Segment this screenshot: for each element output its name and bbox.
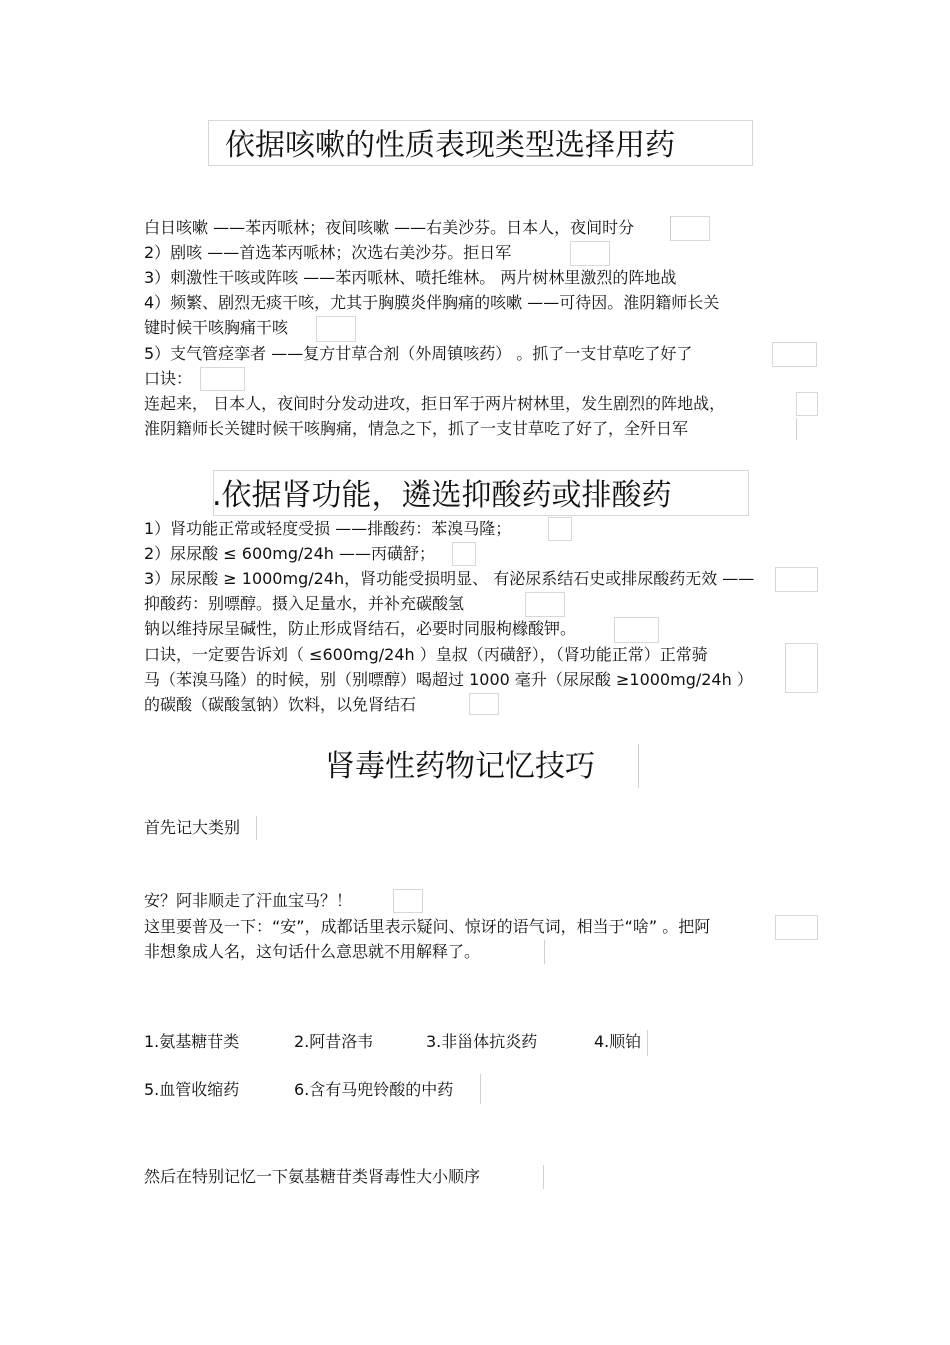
text-line: 2）尿尿酸 ≤ 600mg/24h ——丙磺舒；: [144, 544, 436, 563]
outro-text: 然后在特别记忆一下氨基糖苷类肾毒性大小顺序: [144, 1167, 481, 1186]
line-frame: [548, 517, 572, 541]
text-line: 3）刺激性干咳或阵咳 ——苯丙哌林、喷托维林。 两片树林里激烈的阵地战: [144, 268, 677, 287]
text-line: 1）肾功能正常或轻度受损 ——排酸药：苯溴马隆；: [144, 519, 512, 538]
text-line: 连起来， 日本人，夜间时分发动进攻，拒日军于两片树林里，发生剧烈的阵地战，: [144, 394, 726, 413]
drug-class-item: 6.含有马兜铃酸的中药: [294, 1080, 454, 1099]
text-line: 3）尿尿酸 ≥ 1000mg/24h，肾功能受损明显、 有泌尿系结石史或排尿酸药无效 ——: [144, 569, 755, 588]
section-title-nephrotoxic: 肾毒性药物记忆技巧: [325, 749, 595, 784]
text-line: 抑酸药：别嘌醇。摄入足量水，并补充碳酸氢: [144, 594, 465, 613]
text-line: 5）支气管痉挛者 ——复方甘草合剂（外周镇咳药） 。抓了一支甘草吃了好了: [144, 344, 693, 363]
line-frame: [775, 567, 818, 592]
line-frame: [614, 617, 659, 643]
line-divider: [256, 816, 257, 840]
line-frame: [316, 316, 356, 342]
explanation-line: 这里要普及一下：“安”，成都话里表示疑问、惊讶的语气词，相当于“啥” 。把阿: [144, 917, 711, 936]
line-frame: [200, 367, 245, 391]
text-line: 钠以维持尿呈碱性，防止形成肾结石，必要时同服枸橼酸钾。: [144, 619, 577, 638]
line-frame: [775, 915, 818, 940]
section-title-uric-acid: .依据肾功能，遴选抑酸药或排酸药: [212, 478, 672, 513]
text-line: 白日咳嗽 ——苯丙哌林；夜间咳嗽 ——右美沙芬。日本人，夜间时分: [144, 218, 635, 237]
line-divider: [543, 1165, 544, 1189]
line-frame: [525, 592, 565, 617]
text-line: 淮阴籍师长关键时候干咳胸痛，情急之下，抓了一支甘草吃了好了，全歼日军: [144, 419, 689, 438]
line-frame: [785, 643, 818, 693]
section-title-cough: 依据咳嗽的性质表现类型选择用药: [225, 128, 675, 163]
line-frame: [570, 241, 610, 266]
line-frame: [452, 542, 476, 566]
text-line: 马（苯溴马隆）的时候，别（别嘌醇）喝超过 1000 毫升（尿尿酸 ≥1000mg/24h ）: [144, 670, 753, 689]
line-frame: [469, 693, 499, 715]
drug-class-item: 2.阿昔洛韦: [294, 1032, 374, 1051]
drug-class-item: 1.氨基糖苷类: [144, 1032, 240, 1051]
line-divider: [796, 418, 797, 440]
text-line: 口诀，一定要告诉刘（ ≤600mg/24h ）皇叔（丙磺舒），（肾功能正常）正常骑: [144, 645, 708, 664]
line-divider: [647, 1030, 648, 1056]
line-frame: [796, 392, 818, 416]
intro-text: 首先记大类别: [144, 818, 241, 837]
line-frame: [393, 889, 423, 913]
drug-class-item: 3.非甾体抗炎药: [426, 1032, 538, 1051]
text-line: 口诀：: [144, 369, 193, 388]
line-frame: [772, 342, 817, 367]
text-line: 的碳酸（碳酸氢钠）饮料，以免肾结石: [144, 695, 417, 714]
line-divider: [480, 1074, 481, 1104]
explanation-line: 非想象成人名，这句话什么意思就不用解释了。: [144, 942, 481, 961]
text-line: 2）剧咳 ——首选苯丙哌林；次选右美沙芬。拒日军: [144, 243, 512, 262]
line-frame: [670, 216, 710, 241]
title-divider: [638, 744, 639, 788]
text-line: 键时候干咳胸痛干咳: [144, 318, 289, 337]
mnemonic-text: 安？阿非顺走了汗血宝马？！: [144, 891, 353, 910]
text-line: 4）频繁、剧烈无痰干咳，尤其于胸膜炎伴胸痛的咳嗽 ——可待因。淮阴籍师长关: [144, 293, 720, 312]
drug-class-item: 4.顺铂: [594, 1032, 642, 1051]
drug-class-item: 5.血管收缩药: [144, 1080, 240, 1099]
line-divider: [544, 940, 545, 964]
